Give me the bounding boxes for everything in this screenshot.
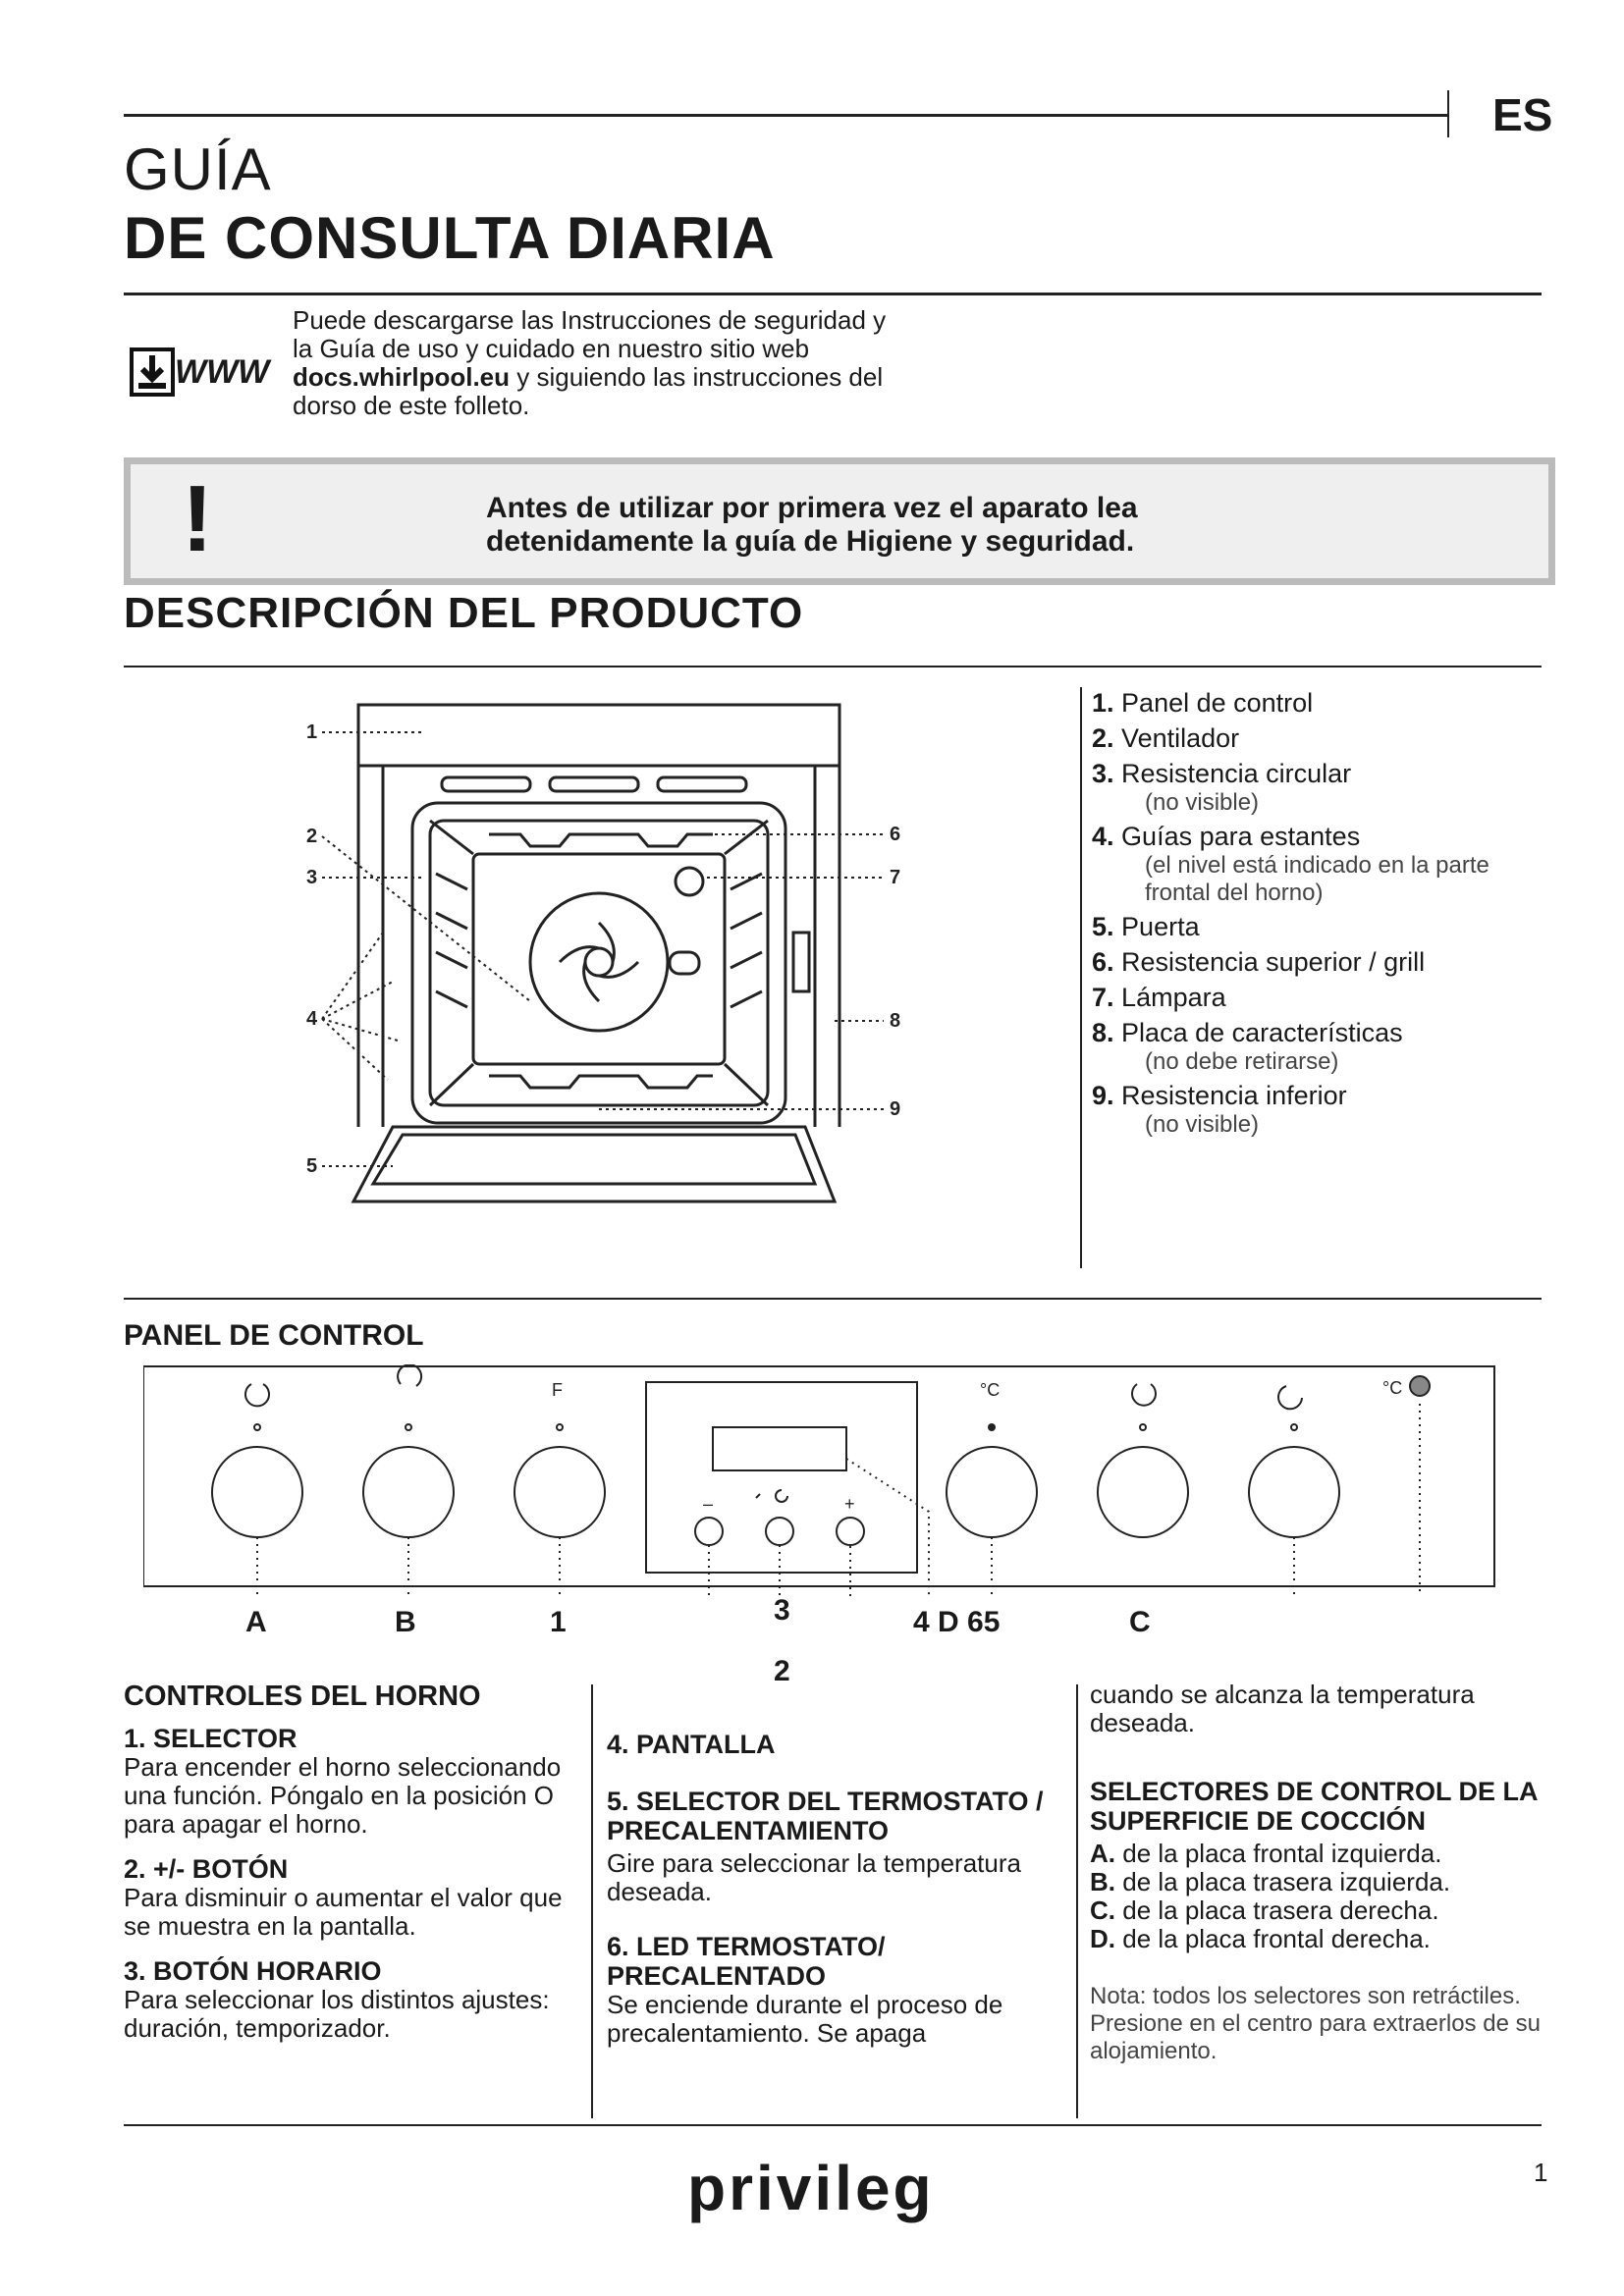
title-rule (124, 293, 1542, 295)
led-text: Se enciende durante el proceso de precalentamiento. Se apaga (607, 1990, 1003, 2048)
page-title-line1: GUÍA (124, 136, 272, 202)
part-item: 9. Resistencia inferior (no visible) (1092, 1081, 1347, 1138)
safety-warning-text: Antes de utilizar por primera vez el aparato lea detenidamente la guía de Higiene y seguridad. (486, 492, 1138, 558)
hob-item: C. de la placa trasera derecha. (1090, 1896, 1439, 1925)
language-code: ES (1492, 89, 1553, 140)
hob-controls-title: SELECTORES DE CONTROL DE LA SUPERFICIE DE COCCIÓN (1090, 1777, 1538, 1836)
plus-symbol: + (844, 1494, 855, 1514)
diagram-label-1: 1 (306, 721, 318, 743)
hob-item: B. de la placa trasera izquierda. (1090, 1867, 1451, 1896)
panel-rule (124, 1298, 1542, 1300)
part-item: 8. Placa de características (no debe retirarse) (1092, 1018, 1403, 1075)
temperature-symbol: °C (980, 1380, 1001, 1400)
download-www-icon: WWW (126, 346, 283, 404)
clock-button-text: Para seleccionar los distintos ajustes: duración, temporizador. (124, 1985, 550, 2043)
safety-warning-box (124, 457, 1555, 585)
oven-diagram (226, 687, 992, 1266)
header-rule (124, 114, 1449, 117)
diagram-label-3: 3 (306, 867, 318, 888)
label-3: 3 (774, 1594, 790, 1627)
hob-item: D. de la placa frontal derecha. (1090, 1924, 1431, 1953)
diagram-label-9: 9 (890, 1098, 901, 1120)
product-description-heading: DESCRIPCIÓN DEL PRODUCTO (124, 589, 804, 637)
part-item: 2. Ventilador (1092, 723, 1240, 753)
download-instructions: Puede descargarse las Instrucciones de seguridad y la Guía de uso y cuidado en nuestro sitio web docs.whirlpool.eu y siguiendo las instrucciones del dorso de este folleto. (293, 305, 887, 420)
brand-logo: privileg (687, 2153, 935, 2223)
part-item: 6. Resistencia superior / grill (1092, 947, 1426, 977)
label-1: 1 (550, 1606, 567, 1638)
part-item: 5. Puerta (1092, 912, 1200, 941)
control-panel-heading: PANEL DE CONTROL (124, 1319, 424, 1352)
header-tick (1447, 90, 1449, 137)
label-a: A (245, 1606, 267, 1638)
hob-item: A. de la placa frontal izquierda. (1090, 1839, 1442, 1868)
diagram-label-7: 7 (890, 867, 901, 888)
footer-rule (124, 2124, 1542, 2126)
website-link[interactable]: docs.whirlpool.eu (293, 362, 511, 392)
diagram-label-2: 2 (306, 826, 318, 847)
controls-column-3 (1090, 1681, 1542, 2065)
controls-column-2 (607, 1730, 1060, 2048)
label-c: C (1129, 1606, 1151, 1638)
diagram-label-8: 8 (890, 1010, 901, 1032)
parts-list (1092, 687, 1538, 1143)
product-rule (124, 666, 1542, 667)
part-item: 3. Resistencia circular (no visible) (1092, 759, 1352, 816)
label-2: 2 (774, 1655, 790, 1687)
parts-divider (1080, 687, 1082, 1268)
diagram-label-4: 4 (306, 1008, 318, 1030)
controls-divider-1 (591, 1684, 593, 2118)
oven-controls-heading: CONTROLES DEL HORNO (124, 1681, 481, 1712)
diagram-label-5: 5 (306, 1155, 318, 1177)
diagram-label-6: 6 (890, 824, 901, 845)
label-4-d-65: 4 D 65 (913, 1606, 1001, 1638)
display-title: 4. PANTALLA (607, 1730, 776, 1759)
part-item: 7. Lámpara (1092, 983, 1226, 1012)
label-b: B (395, 1606, 416, 1638)
controls-column-1 (124, 1681, 577, 2043)
led-title: 6. LED TERMOSTATO/ PRECALENTADO (607, 1932, 886, 1991)
control-panel-diagram (143, 1364, 1498, 1600)
page-title-line2: DE CONSULTA DIARIA (124, 205, 776, 271)
selector-text: Para encender el horno seleccionando una función. Póngalo en la posición O para apagar el horno. (124, 1752, 562, 1839)
plus-minus-title: 2. +/- BOTÓN (124, 1854, 289, 1884)
selector-title: 1. SELECTOR (124, 1724, 298, 1753)
thermostat-title: 5. SELECTOR DEL TERMOSTATO / PRECALENTAMIENTO (607, 1787, 1044, 1845)
led-text-continued: cuando se alcanza la temperatura deseada. (1090, 1680, 1475, 1737)
plus-minus-text: Para disminuir o aumentar el valor que se muestra en la pantalla. (124, 1883, 563, 1941)
page-number: 1 (1534, 2158, 1548, 2187)
thermostat-text: Gire para seleccionar la temperatura deseada. (607, 1848, 1021, 1906)
part-item: 1. Panel de control (1092, 688, 1314, 718)
retractable-note: Nota: todos los selectores son retráctiles. Presione en el centro para extraerlos de su alojamiento. (1090, 1983, 1541, 2064)
function-f-symbol: F (552, 1380, 563, 1400)
exclamation-icon: ! (182, 466, 213, 571)
clock-button-title: 3. BOTÓN HORARIO (124, 1956, 382, 1986)
part-item: 4. Guías para estantes (el nivel está indicado en la parte frontal del horno) (1092, 822, 1489, 906)
led-temperature-symbol: °C (1382, 1378, 1403, 1398)
controls-divider-2 (1076, 1684, 1078, 2118)
minus-symbol: – (703, 1494, 714, 1514)
